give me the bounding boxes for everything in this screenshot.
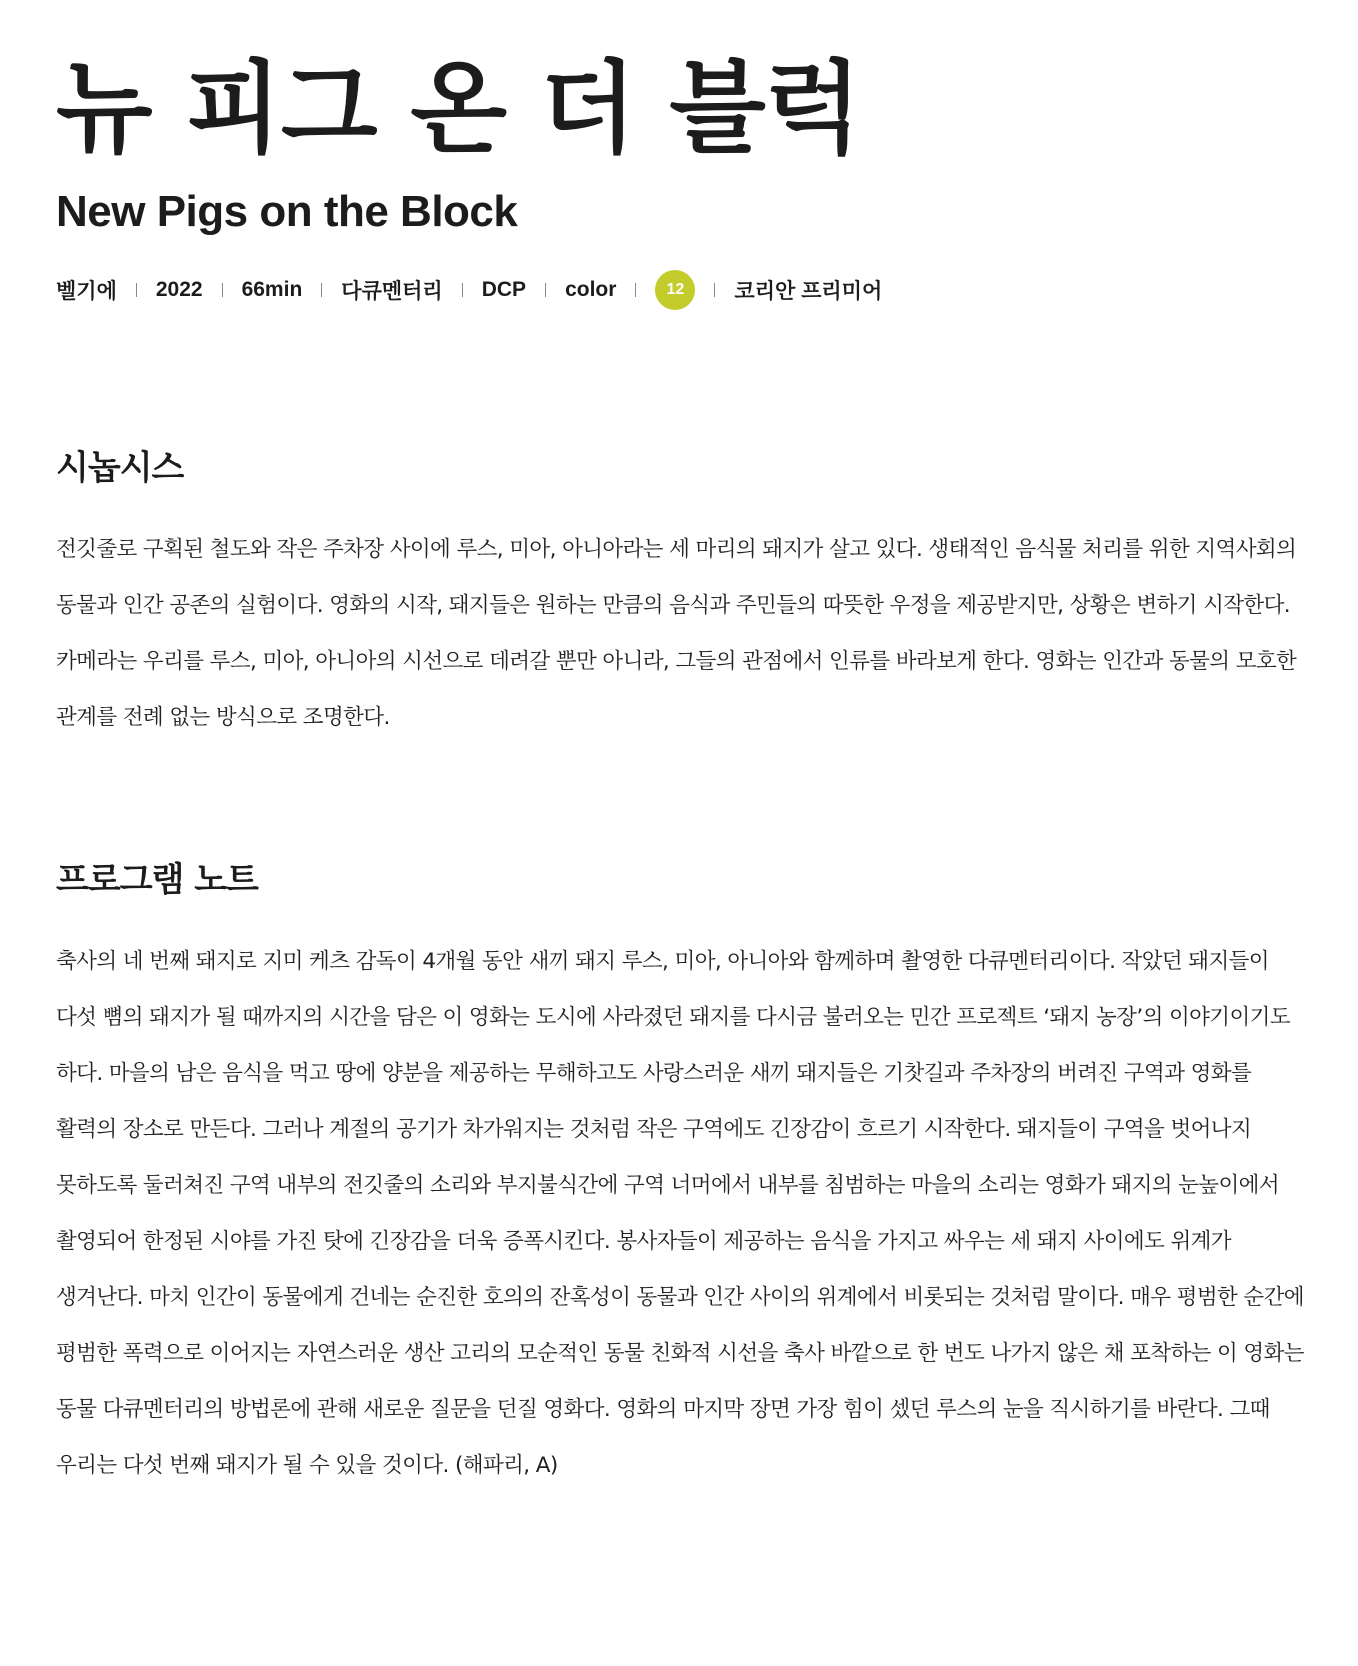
synopsis-heading: 시놉시스 — [56, 448, 184, 488]
meta-country: 벨기에 — [56, 280, 117, 303]
meta-divider — [321, 283, 322, 297]
meta-divider — [462, 283, 463, 297]
film-detail — [56, 0, 1306, 1494]
film-meta — [56, 270, 1306, 310]
meta-divider — [714, 283, 715, 297]
meta-divider — [545, 283, 546, 297]
meta-premiere: 코리안 프리미어 — [734, 280, 883, 303]
meta-genre: 다큐멘터리 — [341, 280, 443, 303]
meta-divider — [635, 283, 636, 297]
meta-divider — [136, 283, 137, 297]
meta-format: DCP — [481, 278, 527, 301]
film-title-korean: 뉴 피그 온 더 블럭 — [56, 50, 861, 167]
meta-color: color — [565, 278, 617, 301]
synopsis-text: 전깃줄로 구획된 철도와 작은 주차장 사이에 루스, 미아, 아니아라는 세 마리의 돼지가 살고 있다. 생태적인 음식물 처리를 위한 지역사회의 동물과 인간 공존의 실험이다. 영화의 시작, 돼지들은 원하는 만큼의 음식과 주민들의 따뜻한 우정을 제공받지만, 상황은 변하기 시작한다. 카메라는 우리를 루스, 미아, 아니아의 시선으로 데려갈 뿐만 아니라, 그들의 관점에서 인류를 바라보게 한다. 영화는 인간과 동물의 모호한 관계를 전례 없는 방식으로 조명한다. — [56, 537, 1297, 730]
meta-runtime: 66min — [241, 278, 303, 301]
meta-divider — [222, 283, 223, 297]
meta-year: 2022 — [155, 278, 203, 301]
age-rating-badge: 12 — [655, 270, 695, 310]
film-title-english: New Pigs on the Block — [56, 187, 518, 236]
program-note-heading: 프로그램 노트 — [56, 860, 258, 900]
program-note-text: 축사의 네 번째 돼지로 지미 케츠 감독이 4개월 동안 새끼 돼지 루스, 미아, 아니아와 함께하며 촬영한 다큐멘터리이다. 작았던 돼지들이 다섯 뼘의 돼지가 될 때까지의 시간을 담은 이 영화는 도시에 사라졌던 돼지를 다시금 불러오는 민간 프로젝트 ‘돼지 농장’의 이야기이기도 하다. 마을의 남은 음식을 먹고 땅에 양분을 제공하는 무해하고도 사랑스러운 새끼 돼지들은 기찻길과 주차장의 버려진 구역과 영화를 활력의 장소로 만든다. 그러나 계절의 공기가 차가워지는 것처럼 작은 구역에도 긴장감이 흐르기 시작한다. 돼지들이 구역을 벗어나지 못하도록 둘러쳐진 구역 내부의 전깃줄의 소리와 부지불식간에 구역 너머에서 내부를 침범하는 마을의 소리는 영화가 돼지의 눈높이에서 촬영되어 한정된 시야를 가진 탓에 긴장감을 더욱 증폭시킨다. 봉사자들이 제공하는 음식을 가지고 싸우는 세 돼지 사이에도 위계가 생겨난다. 마치 인간이 동물에게 건네는 순진한 호의의 잔혹성이 동물과 인간 사이의 위계에서 비롯되는 것처럼 말이다. 매우 평범한 순간에 평범한 폭력으로 이어지는 자연스러운 생산 고리의 모순적인 동물 친화적 시선을 축사 바깥으로 한 번도 나가지 않은 채 포착하는 이 영화는 동물 다큐멘터리의 방법론에 관해 새로운 질문을 던질 영화다. 영화의 마지막 장면 가장 힘이 셌던 루스의 눈을 직시하기를 바란다. 그때 우리는 다섯 번째 돼지가 될 수 있을 것이다. (해파리, A) — [56, 949, 1304, 1478]
